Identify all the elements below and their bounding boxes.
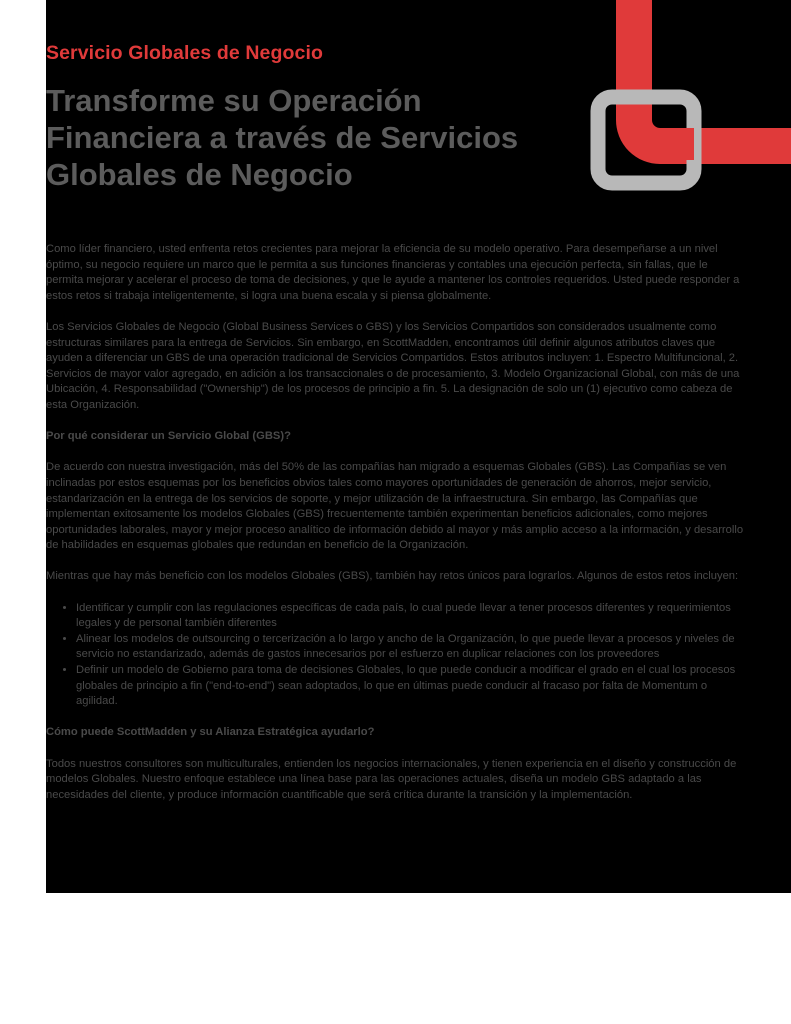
challenges-list	[46, 601, 746, 710]
title-line: Globales de Negocio	[46, 157, 353, 192]
page-title	[46, 82, 586, 193]
consultants-paragraph: Todos nuestros consultores son multiculturales, entienden los negocios internacionales, y tienen experiencia en el diseño y construcción de modelos Globales. Nuestro enfoque establece una línea base para las operaciones actuales, diseña un modelo GBS adaptado a las necesidades del cliente, y produce información cuantificable que será crítica durante la transición y la implementación.	[46, 757, 737, 801]
title-line: Financiera a través de Servicios	[46, 120, 519, 155]
list-item: • Definir un modelo de Gobierno para toma de decisiones Globales, lo que puede conducir a modificar el grado en el cual los procesos globales de principio a fin ("end-to-end") sean adoptados, lo que en últimas puede conducir al fracaso por falta de Momentum o agilidad.	[76, 663, 746, 710]
section-eyebrow: Servicio Globales de Negocio	[46, 42, 323, 64]
document-page	[46, 0, 791, 893]
gbs-definition-paragraph: Los Servicios Globales de Negocio (Global Business Services o GBS) y los Servicios Compartidos son considerados usualmente como estructuras similares para la entrega de Servicios. Sin embargo, en ScottMadden, encontramos útil definir algunos atributos claves que ayuden a diferenciar un GBS de una operación tradicional de Servicios Compartidos. Estos atributos incluyen: 1. Espectro Multifuncional, 2. Servicios de mayor valor agregado, en adición a los transaccionales o de procesamiento, 3. Modelo Organizacional Global, con más de una Ubicación, 4. Responsabilidad ("Ownership") de los procesos de principio a fin. 5. La designación de solo un (1) ejecutivo como cabeza de esta Organización.	[46, 320, 740, 411]
body-content	[46, 242, 746, 819]
list-item: • Identificar y cumplir con las regulaciones específicas de cada país, lo cual puede llevar a tener procesos diferentes y requerimientos legales y de personal también diferentes	[76, 601, 746, 632]
research-paragraph: De acuerdo con nuestra investigación, más del 50% de las compañías han migrado a esquemas Globales (GBS). Las Compañías se ven inclinadas por estos esquemas por los beneficios obvios tales como mayores oportunidades de generación de ahorros, mejor servicio, estandarización en la entrega de los servicios de soporte, y mejor utilización de la infraestructura. Sin embargo, las Compañías que implementan exitosamente los modelos Globales (GBS) frecuentemente también experimentan beneficios adicionales, como mejores oportunidades laborales, mayor y mejor proceso analítico de información debido al mayor y más amplio acceso a la información, y desarrollo de habilidades en esquemas globales que redundan en beneficio de la Organización.	[46, 461, 744, 552]
intro-paragraph: Como líder financiero, usted enfrenta retos crecientes para mejorar la eficiencia de su modelo operativo. Para desempeñarse a un nivel óptimo, su negocio requiere un marco que le permita a sus funciones financieras y contables una ejecución perfecta, sin fallas, que le permita mejorar y acelerar el proceso de toma de decisiones, y que le ayude a mantener los controles requeridos. Usted puede responder a estos retos si trabaja inteligentemente, si logra una buena escala y si piensa globalmente.	[46, 243, 740, 302]
challenges-intro-paragraph: Mientras que hay más beneficio con los modelos Globales (GBS), también hay retos únicos para lograrlos. Algunos de estos retos incluyen:	[46, 570, 739, 583]
title-line: Transforme su Operación	[46, 83, 422, 118]
section-heading-why-gbs: Por qué considerar un Servicio Global (GBS)?	[46, 430, 291, 443]
section-heading-how-help: Cómo puede ScottMadden y su Alianza Estratégica ayudarlo?	[46, 726, 375, 739]
list-item: • Alinear los modelos de outsourcing o tercerización a lo largo y ancho de la Organización, lo que puede llevar a procesos y niveles de servicio no estandarizado, además de gastos innecesarios por el esfuerzo en duplicar relaciones con los proveedores	[76, 632, 746, 663]
